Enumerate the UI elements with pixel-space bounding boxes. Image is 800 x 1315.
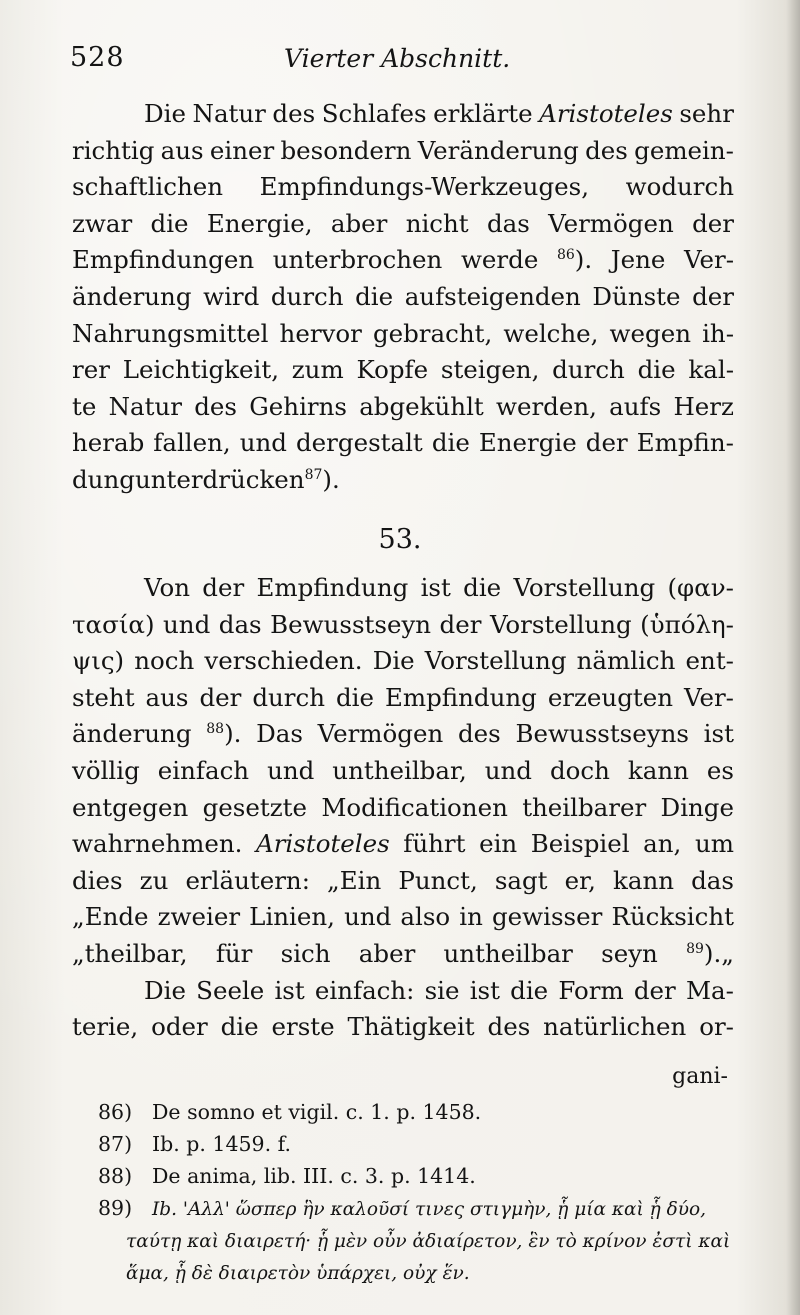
word: durch	[252, 682, 326, 712]
footnote-text: De somno et vigil. c. 1. p. 1458.	[152, 1100, 482, 1124]
word: die	[510, 975, 549, 1005]
text-line	[72, 279, 734, 316]
word: zu	[139, 865, 169, 895]
word: Empfindungen	[72, 245, 255, 275]
word: und	[344, 902, 392, 932]
word: rer	[72, 355, 110, 385]
word: kann	[627, 755, 689, 785]
word: und	[484, 755, 532, 785]
word: ψις)	[72, 646, 125, 676]
word: Veränderung	[417, 135, 579, 165]
word: an,	[643, 829, 682, 859]
word: verschieden.	[204, 646, 363, 676]
word: Ver-	[684, 682, 734, 712]
word: dung	[72, 464, 135, 494]
word: Form	[558, 975, 624, 1005]
word: und	[267, 755, 315, 785]
text-line	[72, 607, 734, 644]
word: herab	[72, 428, 145, 458]
word: ein	[479, 829, 518, 859]
word: dies	[72, 865, 123, 895]
word: einfach:	[314, 975, 415, 1005]
word: Das	[256, 719, 303, 749]
word: in	[459, 902, 483, 932]
word: Thätigkeit	[347, 1012, 475, 1042]
word: Die	[144, 99, 186, 128]
page-header	[70, 42, 730, 82]
word: Von	[144, 573, 190, 602]
word: Nahrungsmittel	[72, 318, 269, 348]
word: völlig	[72, 755, 140, 785]
footnote-ref: 88	[206, 721, 225, 738]
text-line	[72, 716, 734, 753]
word: entgegen	[72, 792, 189, 822]
word: te	[72, 391, 97, 421]
word: um	[694, 829, 734, 859]
word: ent-	[685, 646, 734, 676]
word: doch	[549, 755, 610, 785]
word: wird	[203, 281, 260, 311]
italic-name: Aristoteles	[256, 829, 390, 859]
word: durch	[552, 355, 625, 385]
footnote-text: De anima, lib. III. c. 3. p. 1414.	[152, 1164, 476, 1188]
word: die	[637, 355, 676, 385]
text-line	[72, 680, 734, 717]
word: Rücksicht	[611, 902, 734, 932]
running-head: Vierter Abschnitt.	[284, 44, 511, 73]
word: hervor	[279, 318, 362, 348]
word	[256, 826, 390, 863]
word: kann	[613, 865, 675, 895]
word: die	[220, 1012, 259, 1042]
word: der	[439, 609, 482, 639]
word: zweier	[157, 902, 241, 932]
catchword: gani-	[672, 1064, 728, 1089]
word: Vorstellung	[489, 609, 632, 639]
word: Bewusstseyns	[515, 719, 689, 749]
word: aber	[358, 938, 416, 968]
word: schaftlichen	[72, 172, 224, 202]
word: untheilbar,	[332, 755, 467, 785]
text-line	[72, 96, 734, 133]
text-line	[72, 570, 734, 607]
word: Bewusstseyn	[270, 609, 432, 639]
word: dergestalt	[296, 428, 423, 458]
word: steigen,	[440, 355, 540, 385]
word: Modificationen	[321, 792, 508, 822]
word: Ma-	[685, 975, 734, 1005]
word: Vorstellung	[424, 646, 567, 676]
text-line	[72, 1009, 734, 1046]
word: einer	[209, 135, 275, 165]
word: „Ein	[327, 865, 382, 895]
word: gewisser	[491, 902, 603, 932]
footnote-text: Ib. p. 1459. f.	[152, 1132, 291, 1156]
footnotes	[98, 1096, 738, 1290]
word: durch	[270, 281, 344, 311]
word: ist	[469, 975, 500, 1005]
word: des	[272, 99, 316, 128]
word: Seele	[196, 975, 265, 1005]
footnote-89-continued: ταύτῃ καὶ διαιρετή· ᾗ μὲν οὖν ἀδιαίρετον, ἓν τὸ κρίνον ἐστὶ καὶ	[126, 1231, 731, 1252]
word: seyn	[601, 938, 658, 968]
word: das	[218, 609, 262, 639]
word: Kopfe	[356, 355, 429, 385]
text-line	[72, 242, 734, 279]
text-line	[72, 899, 734, 936]
word: ist	[703, 719, 734, 749]
word: erste	[271, 1012, 335, 1042]
word: änderung	[72, 719, 192, 749]
footnote-number: 87)	[98, 1132, 133, 1156]
word: wahrnehmen.	[72, 829, 243, 859]
word: änderung	[72, 281, 192, 311]
page-number: 528	[70, 42, 125, 73]
word: die	[150, 208, 189, 238]
text-line	[72, 425, 734, 462]
word: theilbarer	[522, 792, 647, 822]
text-line	[72, 462, 734, 499]
word: aus	[160, 135, 204, 165]
word: einfach	[157, 755, 250, 785]
word: also	[400, 902, 451, 932]
word: werde	[460, 245, 539, 275]
word: Empfindung	[384, 682, 537, 712]
text-line	[72, 973, 734, 1010]
word: welche,	[503, 318, 599, 348]
word: ih-	[702, 318, 734, 348]
word: Vorstellung	[513, 573, 656, 602]
text-line	[72, 826, 734, 863]
word: Jene	[610, 245, 666, 275]
word: der	[692, 208, 734, 238]
word: des	[457, 719, 501, 749]
word: „theilbar,	[72, 938, 188, 968]
word: aufs	[609, 391, 662, 421]
word: Dinge	[660, 792, 734, 822]
word: $^{86}$).	[556, 245, 593, 275]
word: „Ende	[72, 902, 149, 932]
word: es	[706, 755, 734, 785]
page-edge-shadow	[786, 0, 800, 1315]
word: sich	[280, 938, 331, 968]
word: ist	[274, 975, 305, 1005]
word: Energie,	[206, 208, 313, 238]
word: $^{87}$).	[304, 464, 340, 494]
footnote-89	[98, 1192, 738, 1226]
footnote-86	[98, 1096, 738, 1128]
footnote-ref: 87	[304, 466, 323, 483]
word: sehr	[679, 99, 734, 128]
word: Empfindungs-Werkzeuges,	[259, 172, 589, 202]
word: Vermögen	[548, 208, 674, 238]
word: sagt	[494, 865, 548, 895]
word: unterdrücken	[134, 464, 305, 494]
text-line	[72, 753, 734, 790]
footnote-number: 86)	[98, 1100, 133, 1124]
footnote-87	[98, 1128, 738, 1160]
word: (ὑπόλη-	[640, 609, 734, 639]
word: unterbrochen	[272, 245, 443, 275]
footnote-88	[98, 1160, 738, 1192]
word: Beispiel	[530, 829, 630, 859]
word: untheilbar	[443, 938, 573, 968]
word: gemein-	[634, 135, 734, 165]
word: ist	[420, 573, 451, 602]
word: die	[335, 682, 375, 712]
text-line	[72, 133, 734, 170]
word: $^{88}$).	[206, 719, 242, 749]
text-line	[72, 389, 734, 426]
footnote-number: 88)	[98, 1164, 133, 1188]
footnote-greek-text: Ib. 'Αλλ' ὥσπερ ἣν καλοῦσί τινες στιγμὴν, ᾗ μία καὶ ᾗ δύο,	[152, 1199, 706, 1220]
word: und	[163, 609, 211, 639]
word: Natur	[192, 99, 266, 128]
word: der	[202, 573, 245, 602]
word: der	[585, 428, 628, 458]
word: Herz	[673, 391, 734, 421]
word: Die	[144, 975, 186, 1005]
word: Gehirns	[249, 391, 347, 421]
word: führt	[403, 829, 466, 859]
paragraph-schlaf	[72, 96, 734, 499]
word: das	[486, 208, 530, 238]
word: Vermögen	[317, 719, 444, 749]
word	[539, 96, 673, 133]
word: der	[199, 682, 242, 712]
word: natürlichen	[543, 1012, 687, 1042]
word: Leichtigkeit,	[122, 355, 279, 385]
word: Empfindung	[256, 573, 409, 602]
text-line	[72, 352, 734, 389]
word: das	[691, 865, 734, 895]
text-line	[72, 643, 734, 680]
word: $^{89}$).„	[686, 938, 734, 968]
word: des	[585, 135, 628, 165]
word: wegen	[609, 318, 691, 348]
word: aufsteigenden	[404, 281, 581, 311]
word: Punct,	[398, 865, 478, 895]
word: oder	[151, 1012, 208, 1042]
word: für	[215, 938, 253, 968]
word: steht	[72, 682, 135, 712]
word: Empfin-	[636, 428, 734, 458]
word: nicht	[405, 208, 469, 238]
word: fallen,	[153, 428, 231, 458]
word: die	[431, 428, 470, 458]
word: aus	[145, 682, 189, 712]
word: er,	[564, 865, 596, 895]
word: (φαν-	[667, 573, 734, 602]
footnote-number: 89)	[98, 1196, 133, 1220]
word: kal-	[688, 355, 734, 385]
word: der	[692, 281, 734, 311]
word: zwar	[72, 208, 133, 238]
word: die	[355, 281, 394, 311]
word: nämlich	[576, 646, 676, 676]
footnote-ref: 89	[686, 940, 704, 957]
text-line	[72, 863, 734, 900]
word: gesetzte	[202, 792, 307, 822]
word: Ver-	[684, 245, 734, 275]
word: gebracht,	[372, 318, 493, 348]
word: richtig	[72, 135, 155, 165]
text-line	[72, 206, 734, 243]
word: werden,	[496, 391, 597, 421]
word: sie	[424, 975, 460, 1005]
word: Dünste	[592, 281, 681, 311]
word: erzeugten	[547, 682, 674, 712]
word: die	[463, 573, 502, 602]
word: or-	[699, 1012, 734, 1042]
word: abgekühlt	[359, 391, 484, 421]
footnote-ref: 86	[556, 247, 575, 264]
word: Schlafes	[321, 99, 427, 128]
word: aber	[330, 208, 388, 238]
word: zum	[291, 355, 344, 385]
word: und	[239, 428, 287, 458]
word: Natur	[108, 391, 182, 421]
word: noch	[134, 646, 195, 676]
text-line	[72, 316, 734, 353]
word: des	[487, 1012, 531, 1042]
text-line	[72, 169, 734, 206]
text-line	[72, 790, 734, 827]
word: erläutern:	[185, 865, 310, 895]
word: Die	[372, 646, 415, 676]
word: besondern	[280, 135, 412, 165]
word: wodurch	[625, 172, 734, 202]
word: der	[633, 975, 676, 1005]
word: Energie	[478, 428, 577, 458]
paragraph-vorstellung	[72, 570, 734, 1046]
word: erklärte	[433, 99, 533, 128]
word: terie,	[72, 1012, 139, 1042]
word: τασία)	[72, 609, 155, 639]
text-line	[72, 936, 734, 973]
italic-name: Aristoteles	[539, 99, 673, 128]
footnote-89-continued: ἅμα, ᾗ δὲ διαιρετὸν ὑπάρχει, οὐχ ἕν.	[126, 1263, 470, 1284]
section-number: 53.	[378, 524, 422, 555]
word: des	[194, 391, 237, 421]
word: Linien,	[249, 902, 335, 932]
